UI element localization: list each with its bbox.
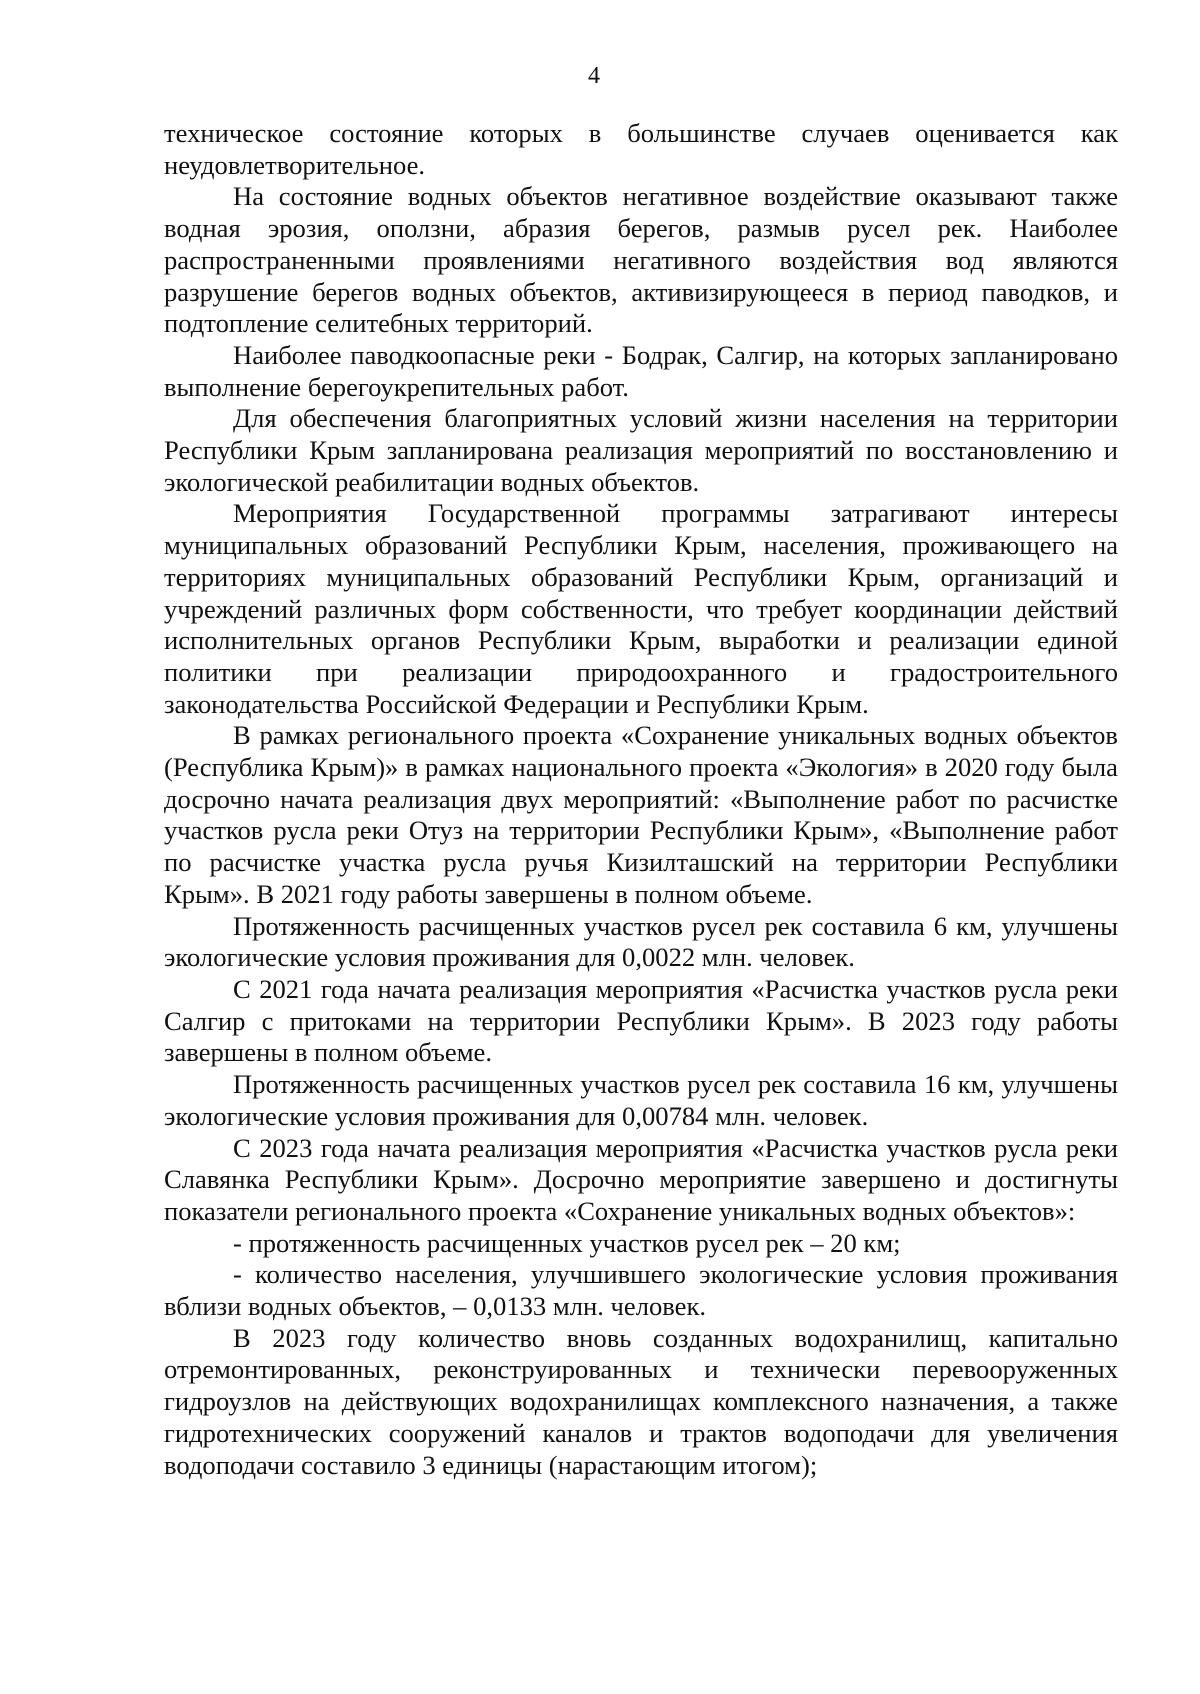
paragraph-negative-impact: На состояние водных объектов негативное воздействие оказывают также водная эрозия, оползни, абразия берегов, размыв русел рек. Наиболее распространенными проявлениями негативного воздействия вод являются разрушение берегов водных объектов, активизирующееся в период паводков, и подтопление селитебных территорий. [164, 181, 1118, 339]
document-body [164, 118, 1118, 1481]
list-item-population: - количество населения, улучшившего экологические условия проживания вблизи водных объектов, – 0,0133 млн. человек. [164, 1259, 1118, 1322]
paragraph-program-interests: Мероприятия Государственной программы затрагивают интересы муниципальных образований Республики Крым, населения, проживающего на территориях муниципальных образований Республики Крым, организаций и учреждений различных форм собственности, что требует координации действий исполнительных органов Республики Крым, выработки и реализации единой политики при реализации природоохранного и градостроительного законодательства Российской Федерации и Республики Крым. [164, 498, 1118, 719]
paragraph-continuation: техническое состояние которых в большинстве случаев оценивается как неудовлетворительное. [164, 118, 1118, 180]
paragraph-length-6km: Протяженность расчищенных участков русел рек составила 6 км, улучшены экологические условия проживания для 0,0022 млн. человек. [164, 910, 1118, 973]
paragraph-reservoirs-2023: В 2023 году количество вновь созданных водохранилищ, капитально отремонтированных, реконструированных и технически перевооруженных гидроузлов на действующих водохранилищах комплексного назначения, а также гидротехнических сооружений каналов и трактов водоподачи для увеличения водоподачи составило 3 единицы (нарастающим итогом); [164, 1322, 1118, 1480]
list-item-length-20km: - протяженность расчищенных участков русел рек – 20 км; [233, 1227, 901, 1258]
paragraph-flood-rivers: Наиболее паводкоопасные реки - Бодрак, Салгир, на которых запланировано выполнение берегоукрепительных работ. [164, 339, 1118, 402]
paragraph-living-conditions: Для обеспечения благоприятных условий жизни населения на территории Республики Крым запланирована реализация мероприятий по восстановлению и экологической реабилитации водных объектов. [164, 403, 1118, 497]
paragraph-slavyanka: С 2023 года начата реализация мероприятия «Расчистка участков русла реки Славянка Республики Крым». Досрочно мероприятие завершено и достигнуты показатели регионального проекта «Сохранение уникальных водных объектов»: [164, 1132, 1118, 1226]
paragraph-length-16km: Протяженность расчищенных участков русел рек составила 16 км, улучшены экологические условия проживания для 0,00784 млн. человек. [164, 1069, 1118, 1131]
paragraph-regional-project: В рамках регионального проекта «Сохранение уникальных водных объектов (Республика Крым)» в рамках национального проекта «Экология» в 2020 году была досрочно начата реализация двух мероприятий: «Выполнение работ по расчистке участков русла реки Отуз на территории Республики Крым», «Выполнение работ по расчистке участка русла ручья Кизилташский на территории Республики Крым». В 2021 году работы завершены в полном объеме. [164, 720, 1118, 909]
paragraph-salgir: С 2021 года начата реализация мероприятия «Расчистка участков русла реки Салгир с притоками на территории Республики Крым». В 2023 году работы завершены в полном объеме. [164, 973, 1118, 1068]
page-number: 4 [588, 63, 600, 89]
